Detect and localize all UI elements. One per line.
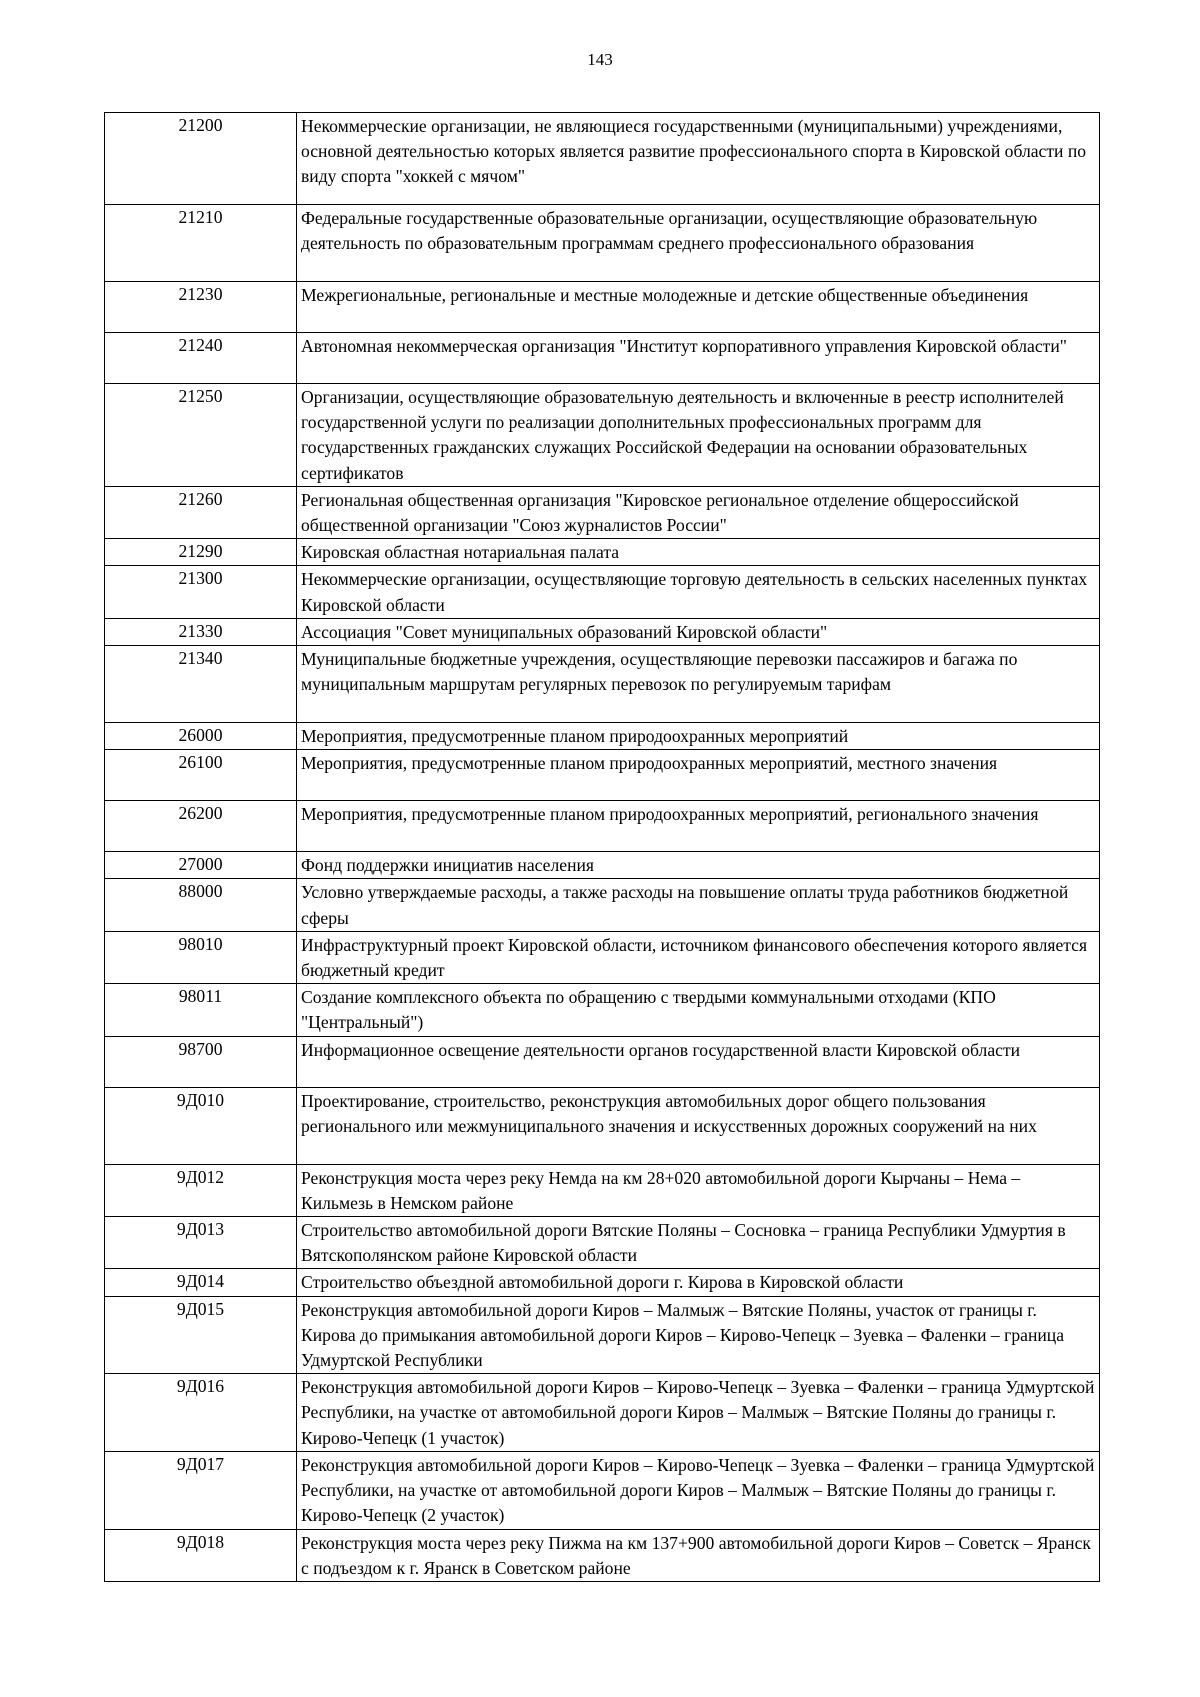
table-row <box>105 333 1100 384</box>
table-row <box>105 1087 1100 1164</box>
code-cell: 21210 <box>105 205 297 282</box>
table-row <box>105 384 1100 487</box>
table-row <box>105 1374 1100 1452</box>
table-row <box>105 1164 1100 1216</box>
code-cell: 21330 <box>105 618 297 645</box>
description-cell: Региональная общественная организация "Кировское региональное отделение общероссийской общественной организации "Союз журналистов России" <box>297 486 1100 538</box>
description-cell: Мероприятия, предусмотренные планом природоохранных мероприятий <box>297 723 1100 750</box>
description-cell: Строительство объездной автомобильной дороги г. Кирова в Кировской области <box>297 1269 1100 1296</box>
code-cell: 88000 <box>105 879 297 931</box>
description-cell: Мероприятия, предусмотренные планом природоохранных мероприятий, регионального значения <box>297 801 1100 852</box>
description-cell: Автономная некоммерческая организация "Институт корпоративного управления Кировской области" <box>297 333 1100 384</box>
table-row <box>105 801 1100 852</box>
table-row <box>105 1269 1100 1296</box>
code-cell: 98700 <box>105 1036 297 1087</box>
description-cell: Проектирование, строительство, реконструкция автомобильных дорог общего пользования регионального или межмуниципального значения и искусственных дорожных сооружений на них <box>297 1087 1100 1164</box>
code-cell: 9Д014 <box>105 1269 297 1296</box>
description-cell: Инфраструктурный проект Кировской области, источником финансового обеспечения которого является бюджетный кредит <box>297 931 1100 983</box>
table-row <box>105 486 1100 538</box>
table-row <box>105 1036 1100 1087</box>
code-cell: 9Д018 <box>105 1529 297 1581</box>
table-row <box>105 723 1100 750</box>
code-cell: 21300 <box>105 566 297 618</box>
code-cell: 9Д015 <box>105 1296 297 1374</box>
description-cell: Реконструкция автомобильной дороги Киров – Кирово-Чепецк – Зуевка – Фаленки – граница Удмуртской Республики, на участке от автомобильной дороги Киров – Малмыж – Вятские Поляны до границы г. Кирово-Чепецк (1 участок) <box>297 1374 1100 1452</box>
table-row <box>105 879 1100 931</box>
table-row <box>105 539 1100 566</box>
code-cell: 98011 <box>105 984 297 1036</box>
description-cell: Реконструкция автомобильной дороги Киров – Малмыж – Вятские Поляны, участок от границы г. Кирова до примыкания автомобильной дороги Киров – Кирово-Чепецк – Зуевка – Фаленки – граница Удмуртской Республики <box>297 1296 1100 1374</box>
code-cell: 9Д010 <box>105 1087 297 1164</box>
description-cell: Межрегиональные, региональные и местные молодежные и детские общественные объединения <box>297 282 1100 333</box>
code-cell: 9Д012 <box>105 1164 297 1216</box>
table-row <box>105 1296 1100 1374</box>
code-cell: 21250 <box>105 384 297 487</box>
code-cell: 21260 <box>105 486 297 538</box>
code-cell: 26000 <box>105 723 297 750</box>
code-cell: 21240 <box>105 333 297 384</box>
description-cell: Информационное освещение деятельности органов государственной власти Кировской области <box>297 1036 1100 1087</box>
code-cell: 21290 <box>105 539 297 566</box>
table-row <box>105 282 1100 333</box>
code-cell: 21200 <box>105 113 297 205</box>
description-cell: Создание комплексного объекта по обращению с твердыми коммунальными отходами (КПО "Центральный") <box>297 984 1100 1036</box>
description-cell: Строительство автомобильной дороги Вятские Поляны – Сосновка – граница Республики Удмуртия в Вятскополянском районе Кировской области <box>297 1217 1100 1269</box>
description-cell: Реконструкция автомобильной дороги Киров – Кирово-Чепецк – Зуевка – Фаленки – граница Удмуртской Республики, на участке от автомобильной дороги Киров – Малмыж – Вятские Поляны до границы г. Кирово-Чепецк (2 участок) <box>297 1451 1100 1529</box>
code-cell: 9Д016 <box>105 1374 297 1452</box>
code-cell: 26100 <box>105 750 297 801</box>
code-cell: 9Д017 <box>105 1451 297 1529</box>
code-table <box>104 112 1100 1582</box>
table-row <box>105 618 1100 645</box>
code-cell: 27000 <box>105 852 297 879</box>
table-row <box>105 566 1100 618</box>
description-cell: Кировская областная нотариальная палата <box>297 539 1100 566</box>
page-number: 143 <box>587 50 613 69</box>
code-cell: 21230 <box>105 282 297 333</box>
table-row <box>105 1451 1100 1529</box>
table-row <box>105 1217 1100 1269</box>
description-cell: Реконструкция моста через реку Немда на км 28+020 автомобильной дороги Кырчаны – Нема – Кильмезь в Немском районе <box>297 1164 1100 1216</box>
code-cell: 9Д013 <box>105 1217 297 1269</box>
description-cell: Условно утверждаемые расходы, а также расходы на повышение оплаты труда работников бюджетной сферы <box>297 879 1100 931</box>
code-cell: 21340 <box>105 646 297 723</box>
description-cell: Муниципальные бюджетные учреждения, осуществляющие перевозки пассажиров и багажа по муниципальным маршрутам регулярных перевозок по регулируемым тарифам <box>297 646 1100 723</box>
table-row <box>105 113 1100 205</box>
description-cell: Некоммерческие организации, осуществляющие торговую деятельность в сельских населенных пунктах Кировской области <box>297 566 1100 618</box>
table-row <box>105 1529 1100 1581</box>
description-cell: Фонд поддержки инициатив населения <box>297 852 1100 879</box>
table-row <box>105 852 1100 879</box>
description-cell: Ассоциация "Совет муниципальных образований Кировской области" <box>297 618 1100 645</box>
code-cell: 26200 <box>105 801 297 852</box>
table-row <box>105 750 1100 801</box>
table-row <box>105 931 1100 983</box>
description-cell: Организации, осуществляющие образовательную деятельность и включенные в реестр исполнителей государственной услуги по реализации дополнительных профессиональных программ для государственных гражданских служащих Российской Федерации на основании образовательных сертификатов <box>297 384 1100 487</box>
description-cell: Реконструкция моста через реку Пижма на км 137+900 автомобильной дороги Киров – Советск – Яранск с подъездом к г. Яранск в Советском районе <box>297 1529 1100 1581</box>
code-cell: 98010 <box>105 931 297 983</box>
description-cell: Мероприятия, предусмотренные планом природоохранных мероприятий, местного значения <box>297 750 1100 801</box>
table-row <box>105 646 1100 723</box>
description-cell: Некоммерческие организации, не являющиеся государственными (муниципальными) учреждениями, основной деятельностью которых является развитие профессионального спорта в Кировской области по виду спорта "хоккей с мячом" <box>297 113 1100 205</box>
description-cell: Федеральные государственные образовательные организации, осуществляющие образовательную деятельность по образовательным программам среднего профессионального образования <box>297 205 1100 282</box>
table-row <box>105 205 1100 282</box>
table-row <box>105 984 1100 1036</box>
